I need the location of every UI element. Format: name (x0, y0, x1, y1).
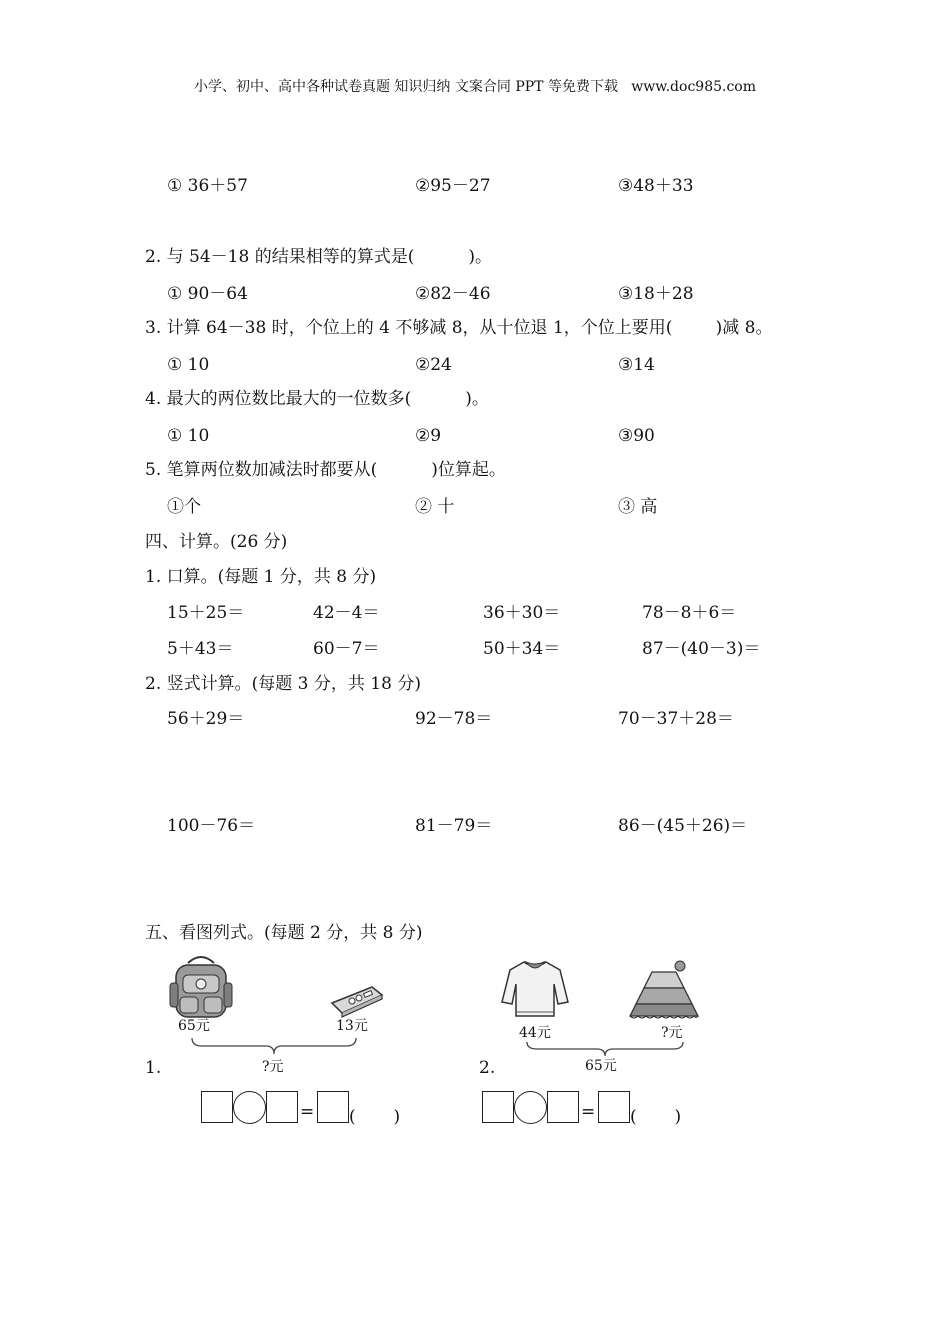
skirt-icon (628, 958, 700, 1020)
answer-box[interactable] (547, 1091, 579, 1123)
answer-box[interactable] (598, 1091, 630, 1123)
price-right: 13元 (336, 1018, 368, 1034)
q1-option-1: ① 36＋57 (167, 176, 248, 196)
total-brace (525, 1040, 685, 1058)
oral-item: 5＋43＝ (167, 639, 234, 659)
oral-item: 78－8＋6＝ (642, 603, 737, 623)
vertical-calc-title: 2. 竖式计算。(每题 3 分，共 18 分) (145, 674, 421, 694)
answer-box[interactable] (266, 1091, 298, 1123)
section4-title: 四、计算。(26 分) (145, 532, 288, 552)
problem-1-number: 1. (145, 1058, 162, 1078)
q3-option-1: ① 10 (167, 355, 210, 375)
vertical-item: 86－(45＋26)＝ (618, 816, 748, 836)
oral-calc-title: 1. 口算。(每题 1 分，共 8 分) (145, 567, 377, 587)
price-left: 44元 (519, 1025, 551, 1041)
q2-stem: 2. 与 54－18 的结果相等的算式是( )。 (145, 247, 492, 267)
oral-item: 15＋25＝ (167, 603, 245, 623)
q4-option-3: ③90 (618, 426, 655, 446)
vertical-item: 92－78＝ (415, 709, 493, 729)
equals-sign: = (581, 1102, 596, 1122)
equals-sign: = (300, 1102, 315, 1122)
problem-2-number: 2. (479, 1058, 496, 1078)
q1-option-2: ②95－27 (415, 176, 491, 196)
q5-option-1: ①个 (167, 497, 201, 517)
answer-box[interactable] (482, 1091, 514, 1123)
q5-option-2: ② 十 (415, 497, 455, 517)
oral-item: 60－7＝ (313, 639, 380, 659)
pencil-case-icon (328, 983, 386, 1019)
q3-stem: 3. 计算 64－38 时，个位上的 4 不够减 8，从十位退 1，个位上要用( )减 8。 (145, 318, 773, 338)
sweater-icon (500, 958, 570, 1020)
q3-option-3: ③14 (618, 355, 655, 375)
oral-item: 50＋34＝ (483, 639, 561, 659)
backpack-icon (168, 953, 234, 1021)
q2-option-2: ②82－46 (415, 284, 491, 304)
price-right: ?元 (661, 1025, 683, 1041)
unit-paren[interactable]: ( ) (630, 1107, 682, 1127)
q1-option-3: ③48＋33 (618, 176, 694, 196)
price-left: 65元 (178, 1018, 210, 1034)
total-label: ?元 (262, 1059, 284, 1075)
oral-item: 42－4＝ (313, 603, 380, 623)
q5-option-3: ③ 高 (618, 497, 658, 517)
q5-stem: 5. 笔算两位数加减法时都要从( )位算起。 (145, 460, 506, 480)
q2-option-3: ③18＋28 (618, 284, 694, 304)
oral-item: 87－(40－3)＝ (642, 639, 761, 659)
operator-circle[interactable] (514, 1091, 547, 1124)
oral-item: 36＋30＝ (483, 603, 561, 623)
q4-option-2: ②9 (415, 426, 442, 446)
vertical-item: 56＋29＝ (167, 709, 245, 729)
vertical-item: 100－76＝ (167, 816, 256, 836)
q4-stem: 4. 最大的两位数比最大的一位数多( )。 (145, 389, 489, 409)
vertical-item: 81－79＝ (415, 816, 493, 836)
page-header: 小学、初中、高中各种试卷真题 知识归纳 文案合同 PPT 等免费下载 www.doc985.com (193, 79, 756, 95)
q4-option-1: ① 10 (167, 426, 210, 446)
total-label: 65元 (585, 1058, 617, 1074)
section5-title: 五、看图列式。(每题 2 分，共 8 分) (145, 923, 423, 943)
operator-circle[interactable] (233, 1091, 266, 1124)
vertical-item: 70－37＋28＝ (618, 709, 734, 729)
answer-box[interactable] (317, 1091, 349, 1123)
unit-paren[interactable]: ( ) (349, 1107, 401, 1127)
answer-box[interactable] (201, 1091, 233, 1123)
q2-option-1: ① 90－64 (167, 284, 248, 304)
q3-option-2: ②24 (415, 355, 452, 375)
total-brace (190, 1036, 358, 1056)
